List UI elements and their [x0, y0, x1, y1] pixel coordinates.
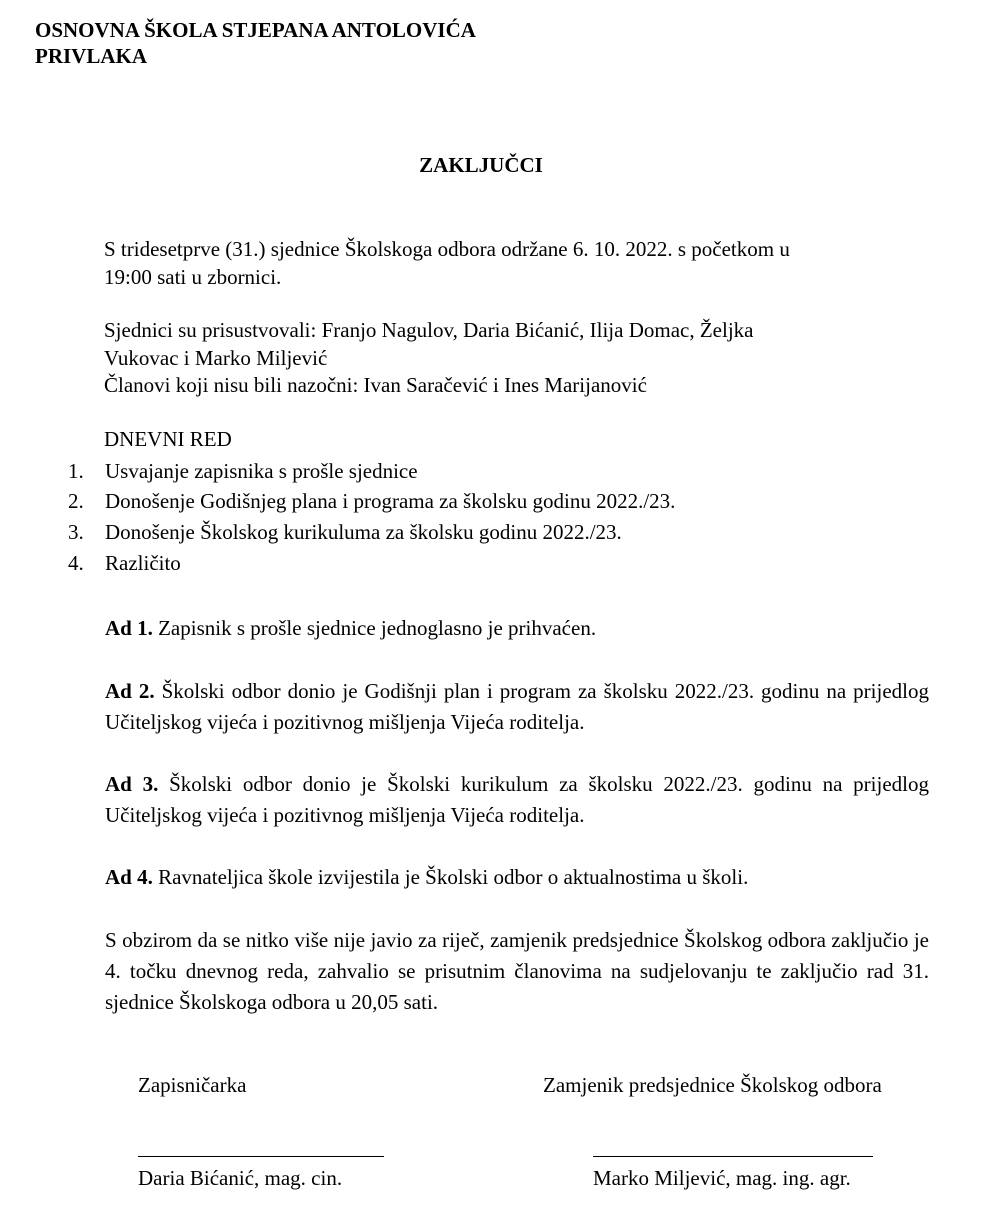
agenda-item-number: 1.	[68, 459, 84, 483]
signature-line-left	[138, 1156, 384, 1157]
agenda-item-text: Donošenje Školskog kurikuluma za školsku godinu 2022./23.	[105, 520, 622, 544]
attendance-absent: Članovi koji nisu bili nazočni: Ivan Saračević i Ines Marijanović	[104, 373, 647, 397]
signature-right-name: Marko Miljević, mag. ing. agr.	[593, 1166, 851, 1190]
conclusion-ad-3	[105, 769, 929, 831]
signature-line-right	[593, 1156, 873, 1157]
intro-line-1: S tridesetprve (31.) sjednice Školskoga odbora održane 6. 10. 2022. s početkom u	[104, 237, 790, 261]
conclusion-label: Ad 3.	[105, 772, 159, 796]
conclusion-text: Zapisnik s prošle sjednice jednoglasno je prihvaćen.	[152, 616, 597, 640]
agenda-item-text: Usvajanje zapisnika s prošle sjednice	[105, 459, 418, 483]
attendance-present-line-2: Vukovac i Marko Miljević	[104, 346, 328, 370]
conclusion-text: Ravnateljica škole izvijestila je Školski odbor o aktualnostima u školi.	[152, 865, 749, 889]
agenda-item-number: 3.	[68, 520, 84, 544]
school-place: PRIVLAKA	[35, 44, 148, 68]
school-name: OSNOVNA ŠKOLA STJEPANA ANTOLOVIĆA	[35, 18, 476, 42]
conclusion-ad-1	[105, 614, 929, 642]
conclusion-text: Školski odbor donio je Godišnji plan i program za školsku 2022./23. godinu na prijedlog Učiteljskog vijeća i pozitivnog mišljenja Vijeća roditelja.	[105, 679, 929, 734]
agenda-item-text: Donošenje Godišnjeg plana i programa za školsku godinu 2022./23.	[105, 489, 676, 513]
document-title: ZAKLJUČCI	[419, 153, 543, 177]
signature-right-role: Zamjenik predsjednice Školskog odbora	[543, 1073, 882, 1097]
conclusion-label: Ad 1.	[105, 616, 153, 640]
conclusion-label: Ad 2.	[105, 679, 155, 703]
conclusion-ad-2	[105, 676, 929, 738]
agenda-item-number: 4.	[68, 551, 84, 575]
conclusion-label: Ad 4.	[105, 865, 153, 889]
agenda-heading: DNEVNI RED	[104, 427, 232, 451]
agenda-item-number: 2.	[68, 489, 84, 513]
signature-left-name: Daria Bićanić, mag. cin.	[138, 1166, 343, 1190]
conclusion-ad-4	[105, 863, 929, 891]
closing-paragraph: S obzirom da se nitko više nije javio za riječ, zamjenik predsjednice Školskog odbora zaključio je 4. točku dnevnog reda, zahvalio se prisutnim članovima na sudjelovanju te zaključio rad 31. sjednice Školskoga odbora u 20,05 sati.	[105, 928, 929, 1014]
intro-line-2: 19:00 sati u zbornici.	[104, 265, 282, 289]
signature-left-role: Zapisničarka	[138, 1073, 247, 1097]
attendance-present-line-1: Sjednici su prisustvovali: Franjo Nagulov, Daria Bićanić, Ilija Domac, Željka	[104, 318, 754, 342]
agenda-item-text: Različito	[105, 551, 181, 575]
conclusion-text: Školski odbor donio je Školski kurikulum za školsku 2022./23. godinu na prijedlog Učiteljskog vijeća i pozitivnog mišljenja Vijeća roditelja.	[105, 772, 929, 827]
